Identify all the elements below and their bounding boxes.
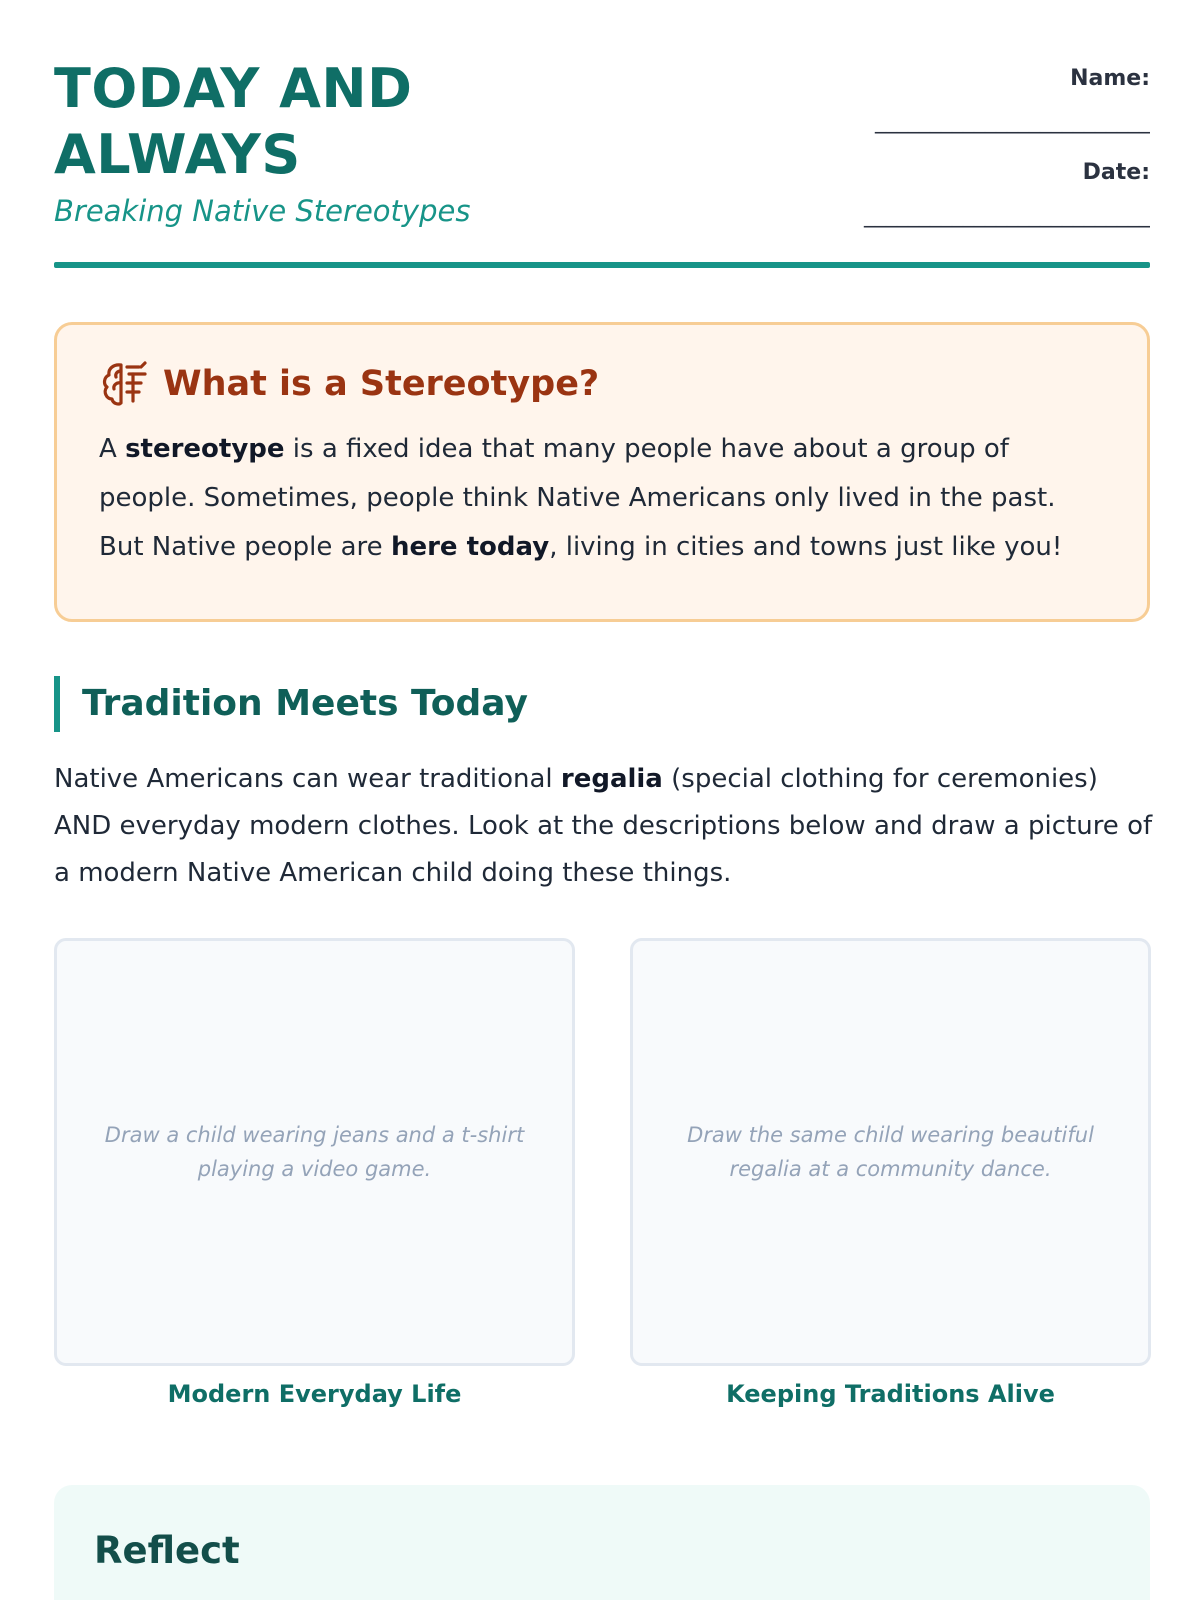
intro-bold-term: regalia [560, 764, 663, 794]
drawing-area-modern[interactable] [54, 938, 575, 1366]
section-intro [54, 756, 1154, 897]
stereotype-callout [54, 322, 1150, 622]
reflect-title: Reflect [94, 1529, 240, 1572]
worksheet-header [54, 56, 1150, 270]
section-title: Tradition Meets Today [82, 683, 528, 724]
callout-bold-term: stereotype [125, 434, 285, 464]
callout-text-part: , living in cities and towns just like you! [549, 532, 1063, 562]
name-label: Name: [1070, 66, 1150, 91]
title-block [54, 56, 674, 228]
drawing-caption: Modern Everyday Life [167, 1380, 462, 1408]
date-field[interactable]: __________________________ [864, 203, 1150, 228]
drawing-area-traditions[interactable] [630, 938, 1151, 1366]
page-title: TODAY AND ALWAYS [54, 57, 413, 186]
intro-text-part: (special clothing for ceremonies) AND everyday modern clothes. Look at the descriptions below and draw a picture of a modern Native American child doing these things. [54, 764, 1153, 888]
callout-text-part: A [99, 434, 126, 464]
brain-icon [99, 359, 149, 409]
reflect-section [54, 1485, 1150, 1600]
name-field[interactable]: _________________________ [875, 109, 1150, 134]
callout-text [99, 425, 1107, 572]
drawing-prompt: Draw the same child wearing beautiful regalia at a community dance. [687, 1123, 1094, 1181]
section-heading [54, 676, 528, 732]
drawing-caption: Keeping Traditions Alive [726, 1380, 1055, 1408]
callout-heading [99, 359, 1107, 409]
date-label: Date: [1082, 160, 1150, 185]
drawing-prompt: Draw a child wearing jeans and a t-shirt playing a video game. [104, 1123, 525, 1181]
page-subtitle: Breaking Native Stereotypes [54, 194, 471, 228]
callout-bold-phrase: here today [390, 532, 550, 562]
callout-text-part: is a fixed idea that many people have about a group of people. Sometimes, people think Native Americans only lived in the past. But Native people are [99, 434, 1056, 562]
name-date-block [770, 66, 1150, 254]
header-divider [54, 262, 1150, 268]
intro-text-part: Native Americans can wear traditional [54, 764, 561, 794]
callout-title: What is a Stereotype? [163, 364, 600, 404]
